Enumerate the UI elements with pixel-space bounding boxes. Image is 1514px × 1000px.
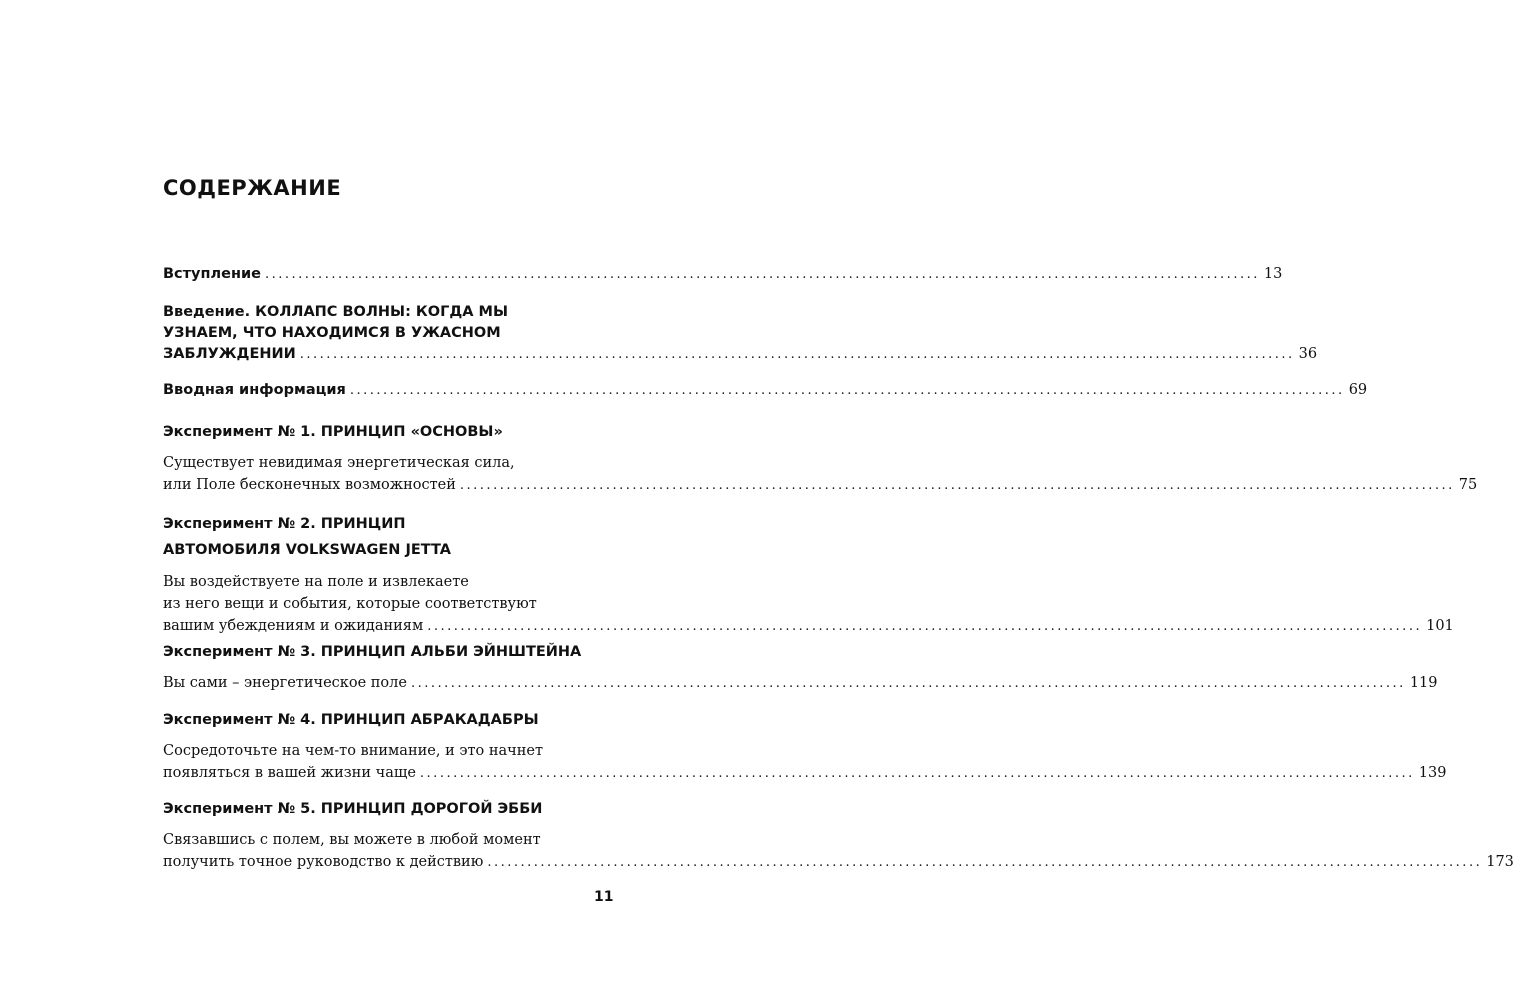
toc-entry-label: Вы сами – энергетическое поле: [163, 675, 407, 691]
section-heading: Эксперимент № 1. ПРИНЦИП «ОСНОВЫ»: [163, 424, 503, 440]
toc-page-number: 139: [1418, 765, 1447, 781]
toc-entry-label: Вводная информация: [163, 382, 346, 398]
toc-entry-introduction[interactable]: [163, 302, 1318, 365]
toc-entry-label: из него вещи и события, которые соответствуют: [163, 596, 537, 612]
section-heading: Эксперимент № 5. ПРИНЦИП ДОРОГОЙ ЭББИ: [163, 801, 543, 817]
toc-entry-experiment-5[interactable]: [163, 799, 1514, 874]
toc-entry-label: Связавшись с полем, вы можете в любой момент: [163, 832, 541, 848]
toc-entry-preliminary[interactable]: [163, 380, 1368, 401]
dot-leader: ......................................................................................................................................................: [487, 855, 1483, 870]
toc-page-number: 36: [1298, 346, 1318, 362]
section-heading: Эксперимент № 2. ПРИНЦИП: [163, 516, 406, 532]
dot-leader: ......................................................................................................................................................: [265, 267, 1260, 282]
toc-page-number: 69: [1348, 382, 1368, 398]
toc-entry-label: появляться в вашей жизни чаще: [163, 765, 416, 781]
toc-page-number: 173: [1486, 854, 1514, 870]
section-heading: Эксперимент № 4. ПРИНЦИП АБРАКАДАБРЫ: [163, 712, 539, 728]
dot-leader: ......................................................................................................................................................: [410, 676, 1406, 691]
toc-entry-label: Введение. КОЛЛАПС ВОЛНЫ: КОГДА МЫ: [163, 304, 508, 320]
toc-page-number: 75: [1458, 477, 1478, 493]
toc-entry-experiment-1[interactable]: [163, 422, 1478, 497]
toc-entry-label: Сосредоточьте на чем-то внимание, и это начнет: [163, 743, 543, 759]
toc-page-number: 13: [1263, 266, 1283, 282]
toc-entry-label: Вступление: [163, 266, 261, 282]
dot-leader: ......................................................................................................................................................: [299, 347, 1295, 362]
toc-entry-label: Существует невидимая энергетическая сила,: [163, 455, 515, 471]
toc-entry-experiment-3[interactable]: [163, 642, 1438, 695]
toc-entry-label: УЗНАЕМ, ЧТО НАХОДИМСЯ В УЖАСНОМ: [163, 325, 501, 341]
toc-page-number: 119: [1409, 675, 1438, 691]
toc-entry-label: получить точное руководство к действию: [163, 854, 484, 870]
dot-leader: ......................................................................................................................................................: [349, 383, 1345, 398]
section-heading: Эксперимент № 3. ПРИНЦИП АЛЬБИ ЭЙНШТЕЙНА: [163, 644, 582, 660]
toc-entry-label: Вы воздействуете на поле и извлекаете: [163, 574, 469, 590]
toc-entry-experiment-4[interactable]: [163, 710, 1447, 785]
toc-entry-label: или Поле бесконечных возможностей: [163, 477, 456, 493]
toc-page-number: 101: [1426, 618, 1454, 634]
toc-entry-label: ЗАБЛУЖДЕНИИ: [163, 346, 296, 362]
dot-leader: ......................................................................................................................................................: [427, 619, 1423, 634]
dot-leader: ......................................................................................................................................................: [459, 478, 1455, 493]
page-title: СОДЕРЖАНИЕ: [163, 176, 342, 200]
toc-entry-intro[interactable]: [163, 264, 1283, 285]
toc-entry-experiment-2[interactable]: [163, 511, 1454, 638]
dot-leader: ......................................................................................................................................................: [419, 766, 1415, 781]
page-number: 11: [594, 889, 614, 905]
section-heading: АВТОМОБИЛЯ VOLKSWAGEN JETTA: [163, 542, 451, 558]
toc-entry-label: вашим убеждениям и ожиданиям: [163, 618, 424, 634]
